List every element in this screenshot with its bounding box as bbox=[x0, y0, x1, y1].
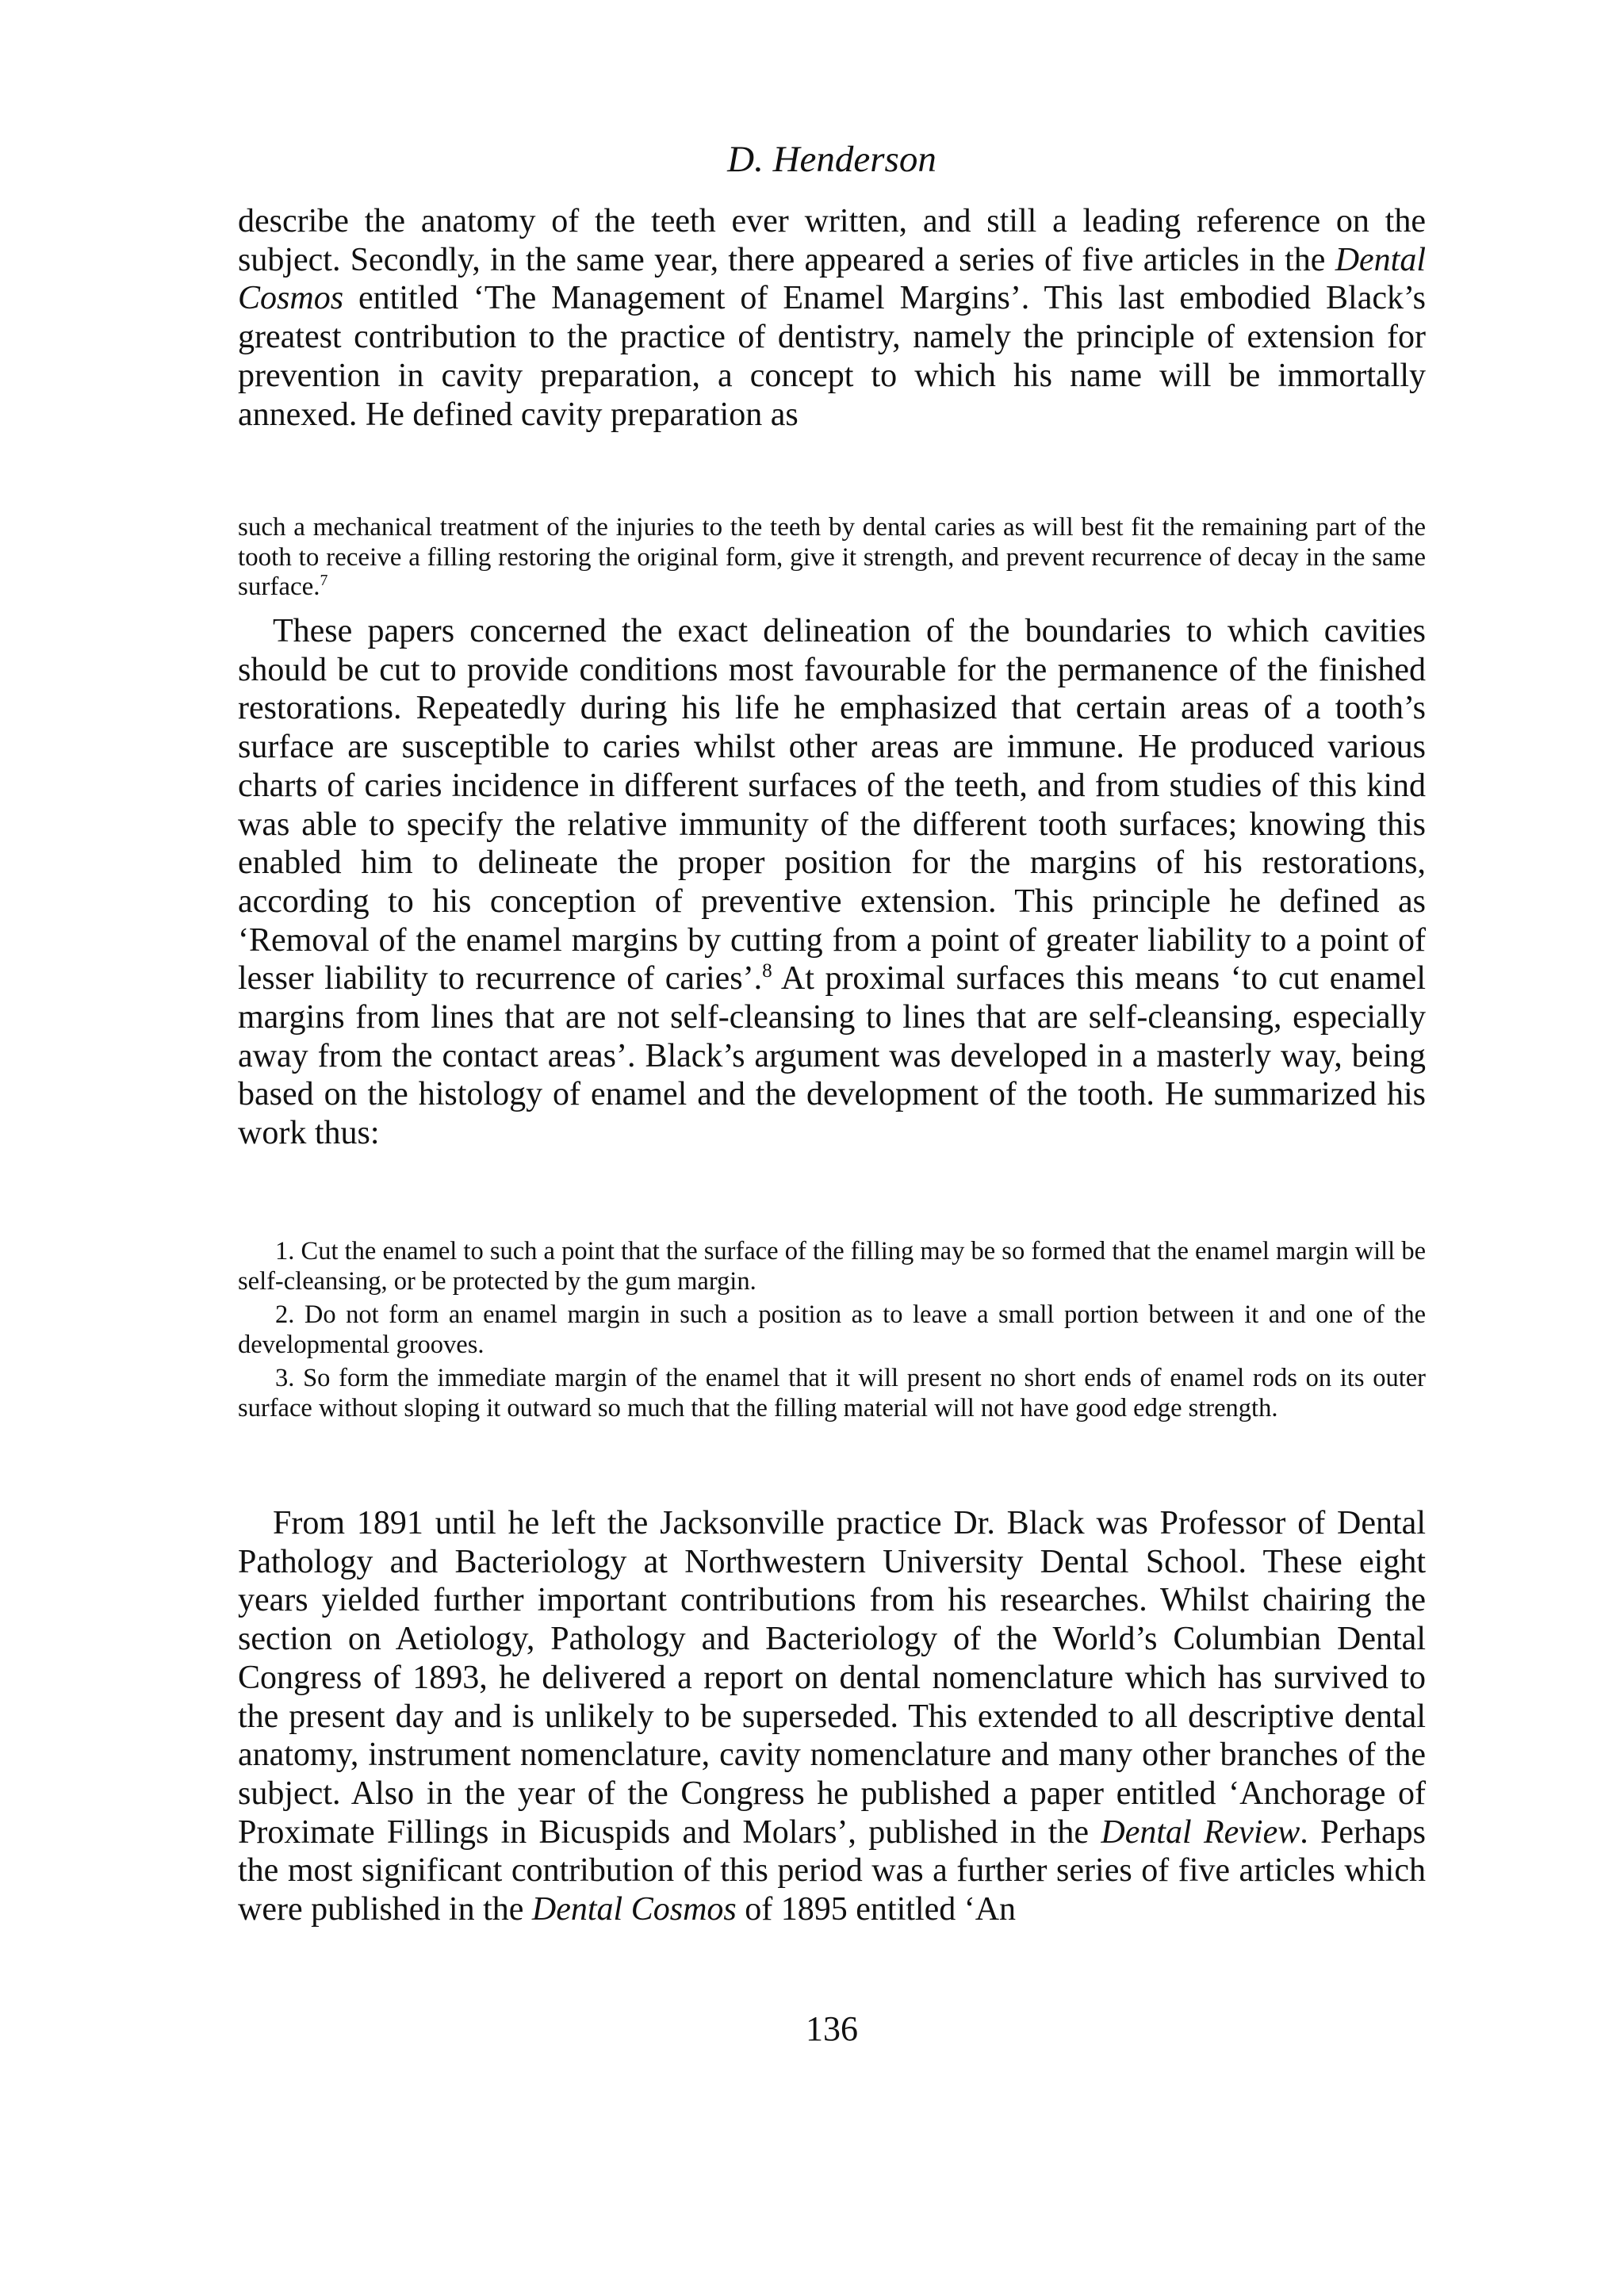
list-item-text: Do not form an enamel margin in such a position as to leave a small portion between it and one of the developmental grooves. bbox=[238, 1300, 1426, 1359]
paragraph-opening bbox=[238, 202, 1426, 434]
footnote-ref: 8 bbox=[762, 960, 772, 982]
quote-text: such a mechanical treatment of the injuries to the teeth by dental caries as will best fit the remaining part of the tooth to receive a filling restoring the original form, give it strength, and prevent recurrence of decay in the same surface. bbox=[238, 513, 1426, 602]
text-run: entitled ‘The Management of Enamel Margins’. This last embodied Black’s greatest contribution to the practice of dentistry, namely the principle of extension for prevention in cavity preparation, a concept to which his name will be immortally annexed. He defined cavity preparation as bbox=[238, 280, 1426, 433]
list-item-number: 2. bbox=[275, 1300, 295, 1330]
journal-title: Dental Cosmos bbox=[238, 241, 1426, 317]
summary-list bbox=[238, 1237, 1426, 1428]
footnote-ref-7: 7 bbox=[320, 572, 328, 590]
paragraph-northwestern bbox=[238, 1504, 1426, 1929]
block-quote-definition bbox=[238, 513, 1426, 603]
journal-title: Dental Cosmos bbox=[531, 1891, 737, 1928]
list-item-text: Cut the enamel to such a point that the surface of the filling may be so formed that the enamel margin will be self-cleansing, or be protected by the gum margin. bbox=[238, 1237, 1426, 1296]
journal-title: Dental Review bbox=[1101, 1813, 1300, 1851]
text-run: At proximal surfaces this means ‘to cut enamel margins from lines that are not self-cleansing to lines that are self-cleansing, especially away from the contact areas’. Black’s argument was developed in a masterly way, being based on the histology of enamel and the development of the tooth. He summarized his work thus: bbox=[238, 960, 1426, 1152]
list-item bbox=[238, 1300, 1426, 1360]
list-item bbox=[238, 1364, 1426, 1423]
text-run: of 1895 entitled ‘An bbox=[736, 1891, 1017, 1928]
list-item-number: 3. bbox=[275, 1364, 295, 1393]
list-item bbox=[238, 1237, 1426, 1296]
list-item-number: 1. bbox=[275, 1237, 295, 1266]
text-run: . Perhaps the most significant contribution of this period was a further series of five articles which were published in the bbox=[238, 1813, 1426, 1928]
list-item-text: So form the immediate margin of the enamel that it will present no short ends of enamel rods on its outer surface without sloping it outward so much that the filling material will not have good edge strength. bbox=[238, 1364, 1426, 1423]
paragraph-extension-for-prevention bbox=[238, 612, 1426, 1153]
running-head: D. Henderson bbox=[727, 139, 936, 180]
page-number: 136 bbox=[806, 2009, 858, 2048]
text-run: describe the anatomy of the teeth ever written, and still a leading reference on the subject. Secondly, in the same year, there appeared a series of five articles in the bbox=[238, 203, 1426, 278]
text-run: These papers concerned the exact delineation of the boundaries to which cavities should be cut to provide conditions most favourable for the permanence of the finished restorations. Repeatedly during his life he emphasized that certain areas of a tooth’s surface are susceptible to caries whilst other areas are immune. He produced various charts of caries incidence in different surfaces of the teeth, and from studies of this kind was able to specify the relative immunity of the different tooth surfaces; knowing this enabled him to delineate the proper position for the margins of his restorations, according to his conception of preventive extension. This principle he defined as ‘Removal of the enamel margins by cutting from a point of greater liability to a point of lesser liability to recurrence of caries’. bbox=[238, 613, 1426, 997]
text-run: From 1891 until he left the Jacksonville practice Dr. Black was Professor of Dental Pathology and Bacteriology at Northwestern University Dental School. These eight years yielded further important contributions from his researches. Whilst chairing the section on Aetiology, Pathology and Bacteriology of the World’s Columbian Dental Congress of 1893, he delivered a report on dental nomenclature which has survived to the present day and is unlikely to be superseded. This extended to all descriptive dental anatomy, instrument nomenclature, cavity nomenclature and many other branches of the subject. Also in the year of the Congress he published a paper entitled ‘Anchorage of Proximate Fillings in Bicuspids and Molars’, published in the bbox=[238, 1505, 1426, 1851]
